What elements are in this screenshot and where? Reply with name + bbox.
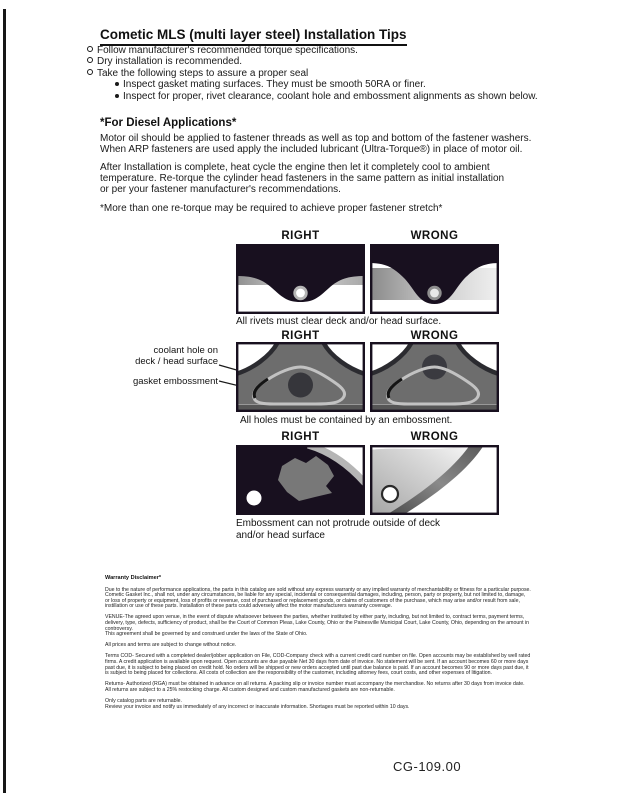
dot-bullet-icon <box>115 82 119 86</box>
circle-bullet-icon <box>87 69 93 75</box>
diagram-protrusion-wrong-image <box>370 445 499 515</box>
caption-line: and/or head surface <box>236 530 325 541</box>
wrong-label: WRONG <box>410 330 459 342</box>
embossment-caption: All holes must be contained by an embossment. <box>240 415 453 426</box>
diagram-rivet-wrong-image <box>370 244 499 314</box>
list-item <box>87 45 538 56</box>
title-wrap <box>100 26 407 46</box>
gasket-embossment-annotation: gasket embossment <box>132 376 218 387</box>
diagram-protrusion-right-image <box>236 445 365 515</box>
list-item-text: Inspect for proper, rivet clearance, coolant hole and embossment alignments as shown below. <box>123 90 538 102</box>
list-item-text: Follow manufacturer's recommended torque specifications. <box>97 45 358 56</box>
list-item <box>87 68 538 79</box>
legal-paragraph: Review your invoice and notify us immediately of any incorrect or inaccurate information. Shortages must be reported within 10 days. <box>105 703 410 710</box>
caption-line: Embossment can not protrude outside of deck <box>236 518 441 529</box>
page-code: CG-109.00 <box>393 759 462 774</box>
right-label: RIGHT <box>281 330 320 342</box>
paragraph-line: temperature. Re-torque the cylinder head fasteners in the same pattern as initial installation <box>100 173 505 184</box>
diesel-paragraph-2 <box>100 162 504 195</box>
dot-bullet-icon <box>115 94 119 98</box>
paragraph-line: Motor oil should be applied to fastener threads as well as top and bottom of the fastener washers. <box>100 133 532 144</box>
retorque-note: *More than one re-torque may be required to achieve proper fastener stretch* <box>100 203 443 214</box>
diesel-heading: *For Diesel Applications* <box>100 117 237 129</box>
legal-paragraph: VENUE-The agreed upon venue, in the event of dispute whatsoever between the parties, whether instituted by either party, including, but not limited to, contract terms, payment terms, delivery, type, defects, sufficiency of product, shall be the Court of Common Pleas, Lake County, Ohio or the Painesville Municipal Court, Lake County, Ohio, depending on the amount in controversy. <box>105 614 530 632</box>
installation-tips-list <box>87 45 538 102</box>
legal-paragraph: Due to the nature of performance applications, the parts in this catalog are sold without any express warranty or any implied warranty of merchantability or fitness for a particular purpose. Cometic Gasket Inc., shall not, under any circumstances, be liable for any special, incidental or consequential damages, including, person, party or property, but not limited to, damage, or loss of property or equipment, loss of profits or revenue, cost of purchased or replacement goods, or claims of customers of the purchase, which may arise and/or result from sale, instillation or use of these parts. Installation of these parts could adversely affect the motor manufacturers warranty coverage. <box>105 586 531 610</box>
protrusion-caption <box>236 518 440 542</box>
right-label: RIGHT <box>281 431 320 443</box>
circle-bullet-icon <box>87 57 93 63</box>
legal-paragraph: Only catalog parts are returnable. <box>105 698 182 704</box>
list-item <box>87 56 538 67</box>
list-item-text: Inspect gasket mating surfaces. They must be smooth 50RA or finer. <box>123 79 426 91</box>
paragraph-line: After Installation is complete, heat cycle the engine then let it completely cool to ambient <box>100 162 490 173</box>
sub-list-item <box>115 79 538 90</box>
list-item-text: Dry installation is recommended. <box>97 56 243 68</box>
legal-paragraph: Terms COD- Secured with a completed dealer/jobber application on File, COD-Company check with a current credit card number on file. Open accounts may be established by well rated firms. A credit application is available upon request. Open accounts are due payable Net 30 days from date of invoice. No statement will be sent. If an account becomes 60 or more days past due, it is subject to being placed on credit hold. No orders will be shipped or new orders accepted until past due balance is paid. If an account becomes 90 or more days past due, it is subject to being placed for collections. All costs of collection are the responsibility of the customer, including attorney fees, court costs, and other expenses of litigation. <box>105 653 531 677</box>
legal-paragraph: This agreement shall be governed by and construed under the laws of the State of Ohio. <box>105 631 308 638</box>
diesel-paragraph-1 <box>100 133 531 155</box>
diagram-embossment-wrong-image <box>370 342 499 412</box>
legal-paragraph: Returns- Authorized (RGA) must be obtained in advance on all returns. A packing slip or invoice number must accompany the merchandise. No returns after 30 days from invoice date. All returns are subject to a 25% restocking charge. All custom designed and custom manufactured gaskets are non-returnable. <box>105 681 525 693</box>
wrong-label: WRONG <box>410 431 459 443</box>
diagram-embossment-right-image <box>236 342 365 412</box>
right-label: RIGHT <box>281 230 320 242</box>
diagram-rivet-right-image <box>236 244 365 314</box>
page-title: Cometic MLS (multi layer steel) Installation Tips <box>100 27 407 46</box>
annotation-line: deck / head surface <box>135 356 218 367</box>
legal-paragraph: All prices and terms are subject to change without notice. <box>105 642 237 649</box>
list-item-text: Take the following steps to assure a proper seal <box>97 67 309 79</box>
sub-list-item <box>115 91 538 102</box>
wrong-label: WRONG <box>410 230 459 242</box>
paragraph-line: When ARP fasteners are used apply the included lubricant (Ultra-Torque®) in place of motor oil. <box>100 144 523 155</box>
warranty-heading: Warranty Disclaimer* <box>105 575 162 581</box>
annotation-line: coolant hole on <box>153 345 218 356</box>
circle-bullet-icon <box>87 46 93 52</box>
rivet-caption: All rivets must clear deck and/or head surface. <box>236 316 442 327</box>
warranty-disclaimer-block <box>105 576 531 716</box>
paragraph-line: or per your fastener manufacturer's recommendations. <box>100 184 341 195</box>
